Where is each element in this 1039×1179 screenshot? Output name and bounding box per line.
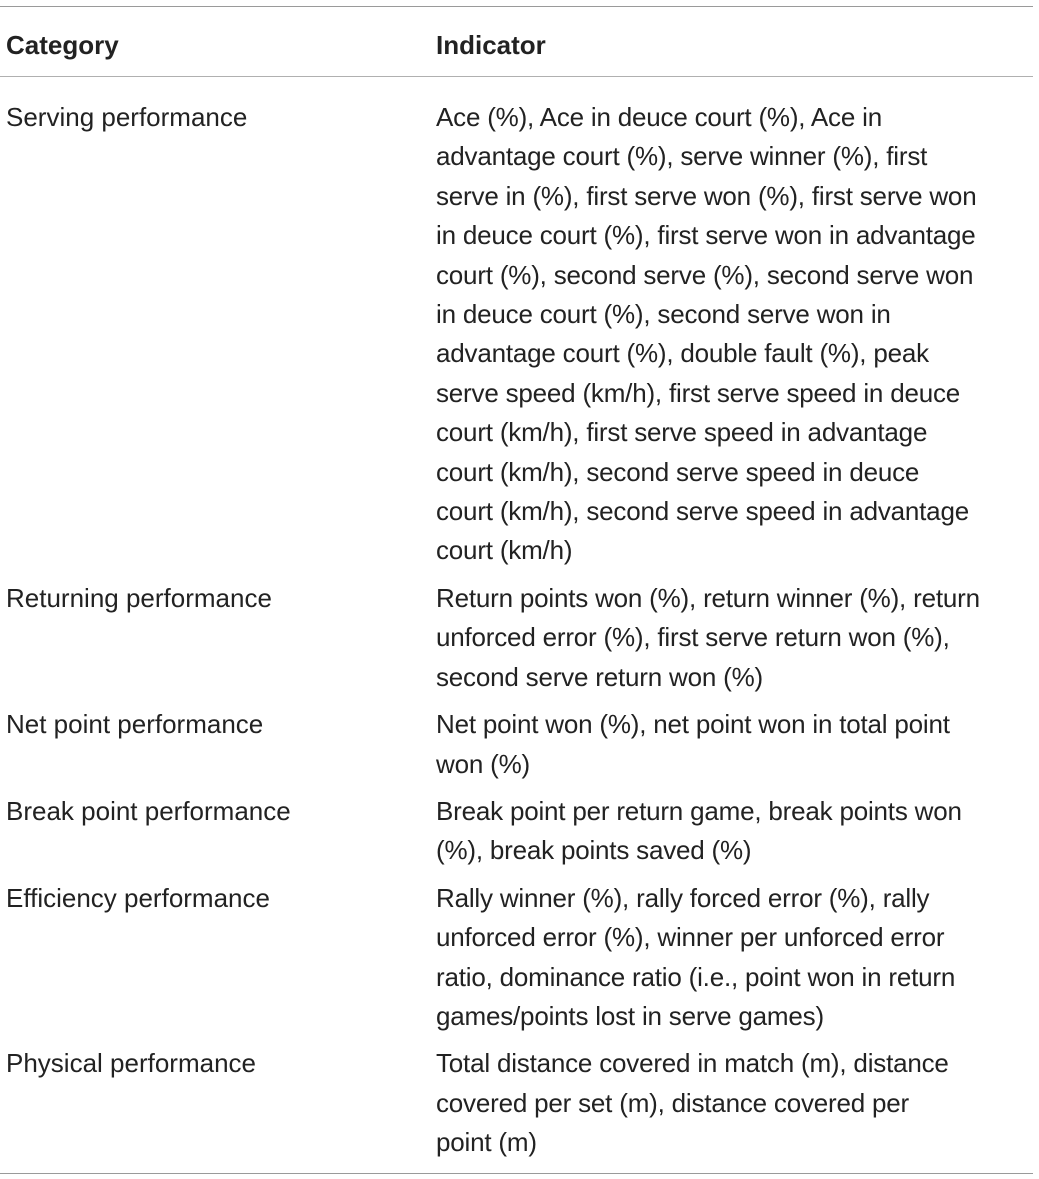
table-bottom-rule	[0, 1173, 1033, 1174]
indicator-line: serve in (%), first serve won (%), first serve won	[436, 180, 977, 211]
category-cell: Efficiency performance	[6, 882, 270, 913]
table-top-rule	[0, 6, 1033, 7]
header-indicator: Indicator	[436, 30, 546, 60]
indicator-line: court (km/h)	[436, 535, 573, 566]
table-row	[0, 98, 1033, 571]
category-cell: Physical performance	[6, 1048, 256, 1079]
category-cell: Net point performance	[6, 709, 264, 740]
indicator-cell	[436, 579, 1033, 697]
table-header-row	[0, 25, 1033, 65]
header-category: Category	[6, 30, 119, 60]
indicator-line: (%), break points saved (%)	[436, 835, 752, 866]
indicator-cell	[436, 705, 1033, 784]
table-row	[0, 579, 1033, 697]
indicator-cell	[436, 98, 1033, 571]
indicator-line: Total distance covered in match (m), distance	[436, 1048, 949, 1079]
indicator-line: Break point per return game, break points won	[436, 795, 962, 826]
indicator-line: in deuce court (%), first serve won in advantage	[436, 220, 976, 251]
indicator-line: Rally winner (%), rally forced error (%), rally	[436, 882, 930, 913]
indicator-line: covered per set (m), distance covered per	[436, 1087, 910, 1118]
table-header-rule	[0, 76, 1033, 77]
indicator-line: Return points won (%), return winner (%), return	[436, 582, 980, 613]
indicator-line: second serve return won (%)	[436, 661, 763, 692]
indicator-line: court (km/h), first serve speed in advantage	[436, 417, 928, 448]
table-row	[0, 1044, 1033, 1162]
indicator-line: advantage court (%), serve winner (%), first	[436, 141, 928, 172]
indicator-line: unforced error (%), winner per unforced error	[436, 922, 945, 953]
indicator-line: Ace (%), Ace in deuce court (%), Ace in	[436, 102, 882, 132]
indicator-line: unforced error (%), first serve return won (%),	[436, 622, 950, 653]
table-body	[0, 98, 1033, 1163]
indicator-line: Net point won (%), net point won in total point	[436, 709, 950, 740]
indicator-line: in deuce court (%), second serve won in	[436, 299, 891, 330]
indicator-line: serve speed (km/h), first serve speed in deuce	[436, 377, 961, 408]
indicator-line: court (km/h), second serve speed in deuce	[436, 456, 920, 487]
indicator-line: games/points lost in serve games)	[436, 1000, 824, 1031]
indicator-cell	[436, 1044, 1033, 1162]
table-row	[0, 792, 1033, 871]
indicator-cell	[436, 792, 1033, 871]
table-row	[0, 705, 1033, 784]
indicator-line: advantage court (%), double fault (%), peak	[436, 338, 929, 369]
table-row	[0, 879, 1033, 1037]
category-cell: Returning performance	[6, 582, 272, 613]
indicator-line: won (%)	[436, 748, 530, 779]
indicator-line: court (km/h), second serve speed in advantage	[436, 496, 969, 527]
indicator-line: court (%), second serve (%), second serve won	[436, 259, 974, 290]
indicator-line: ratio, dominance ratio (i.e., point won in return	[436, 961, 956, 992]
indicator-cell	[436, 879, 1033, 1037]
indicator-line: point (m)	[436, 1127, 537, 1158]
category-cell: Break point performance	[6, 795, 291, 826]
category-cell: Serving performance	[6, 102, 248, 132]
